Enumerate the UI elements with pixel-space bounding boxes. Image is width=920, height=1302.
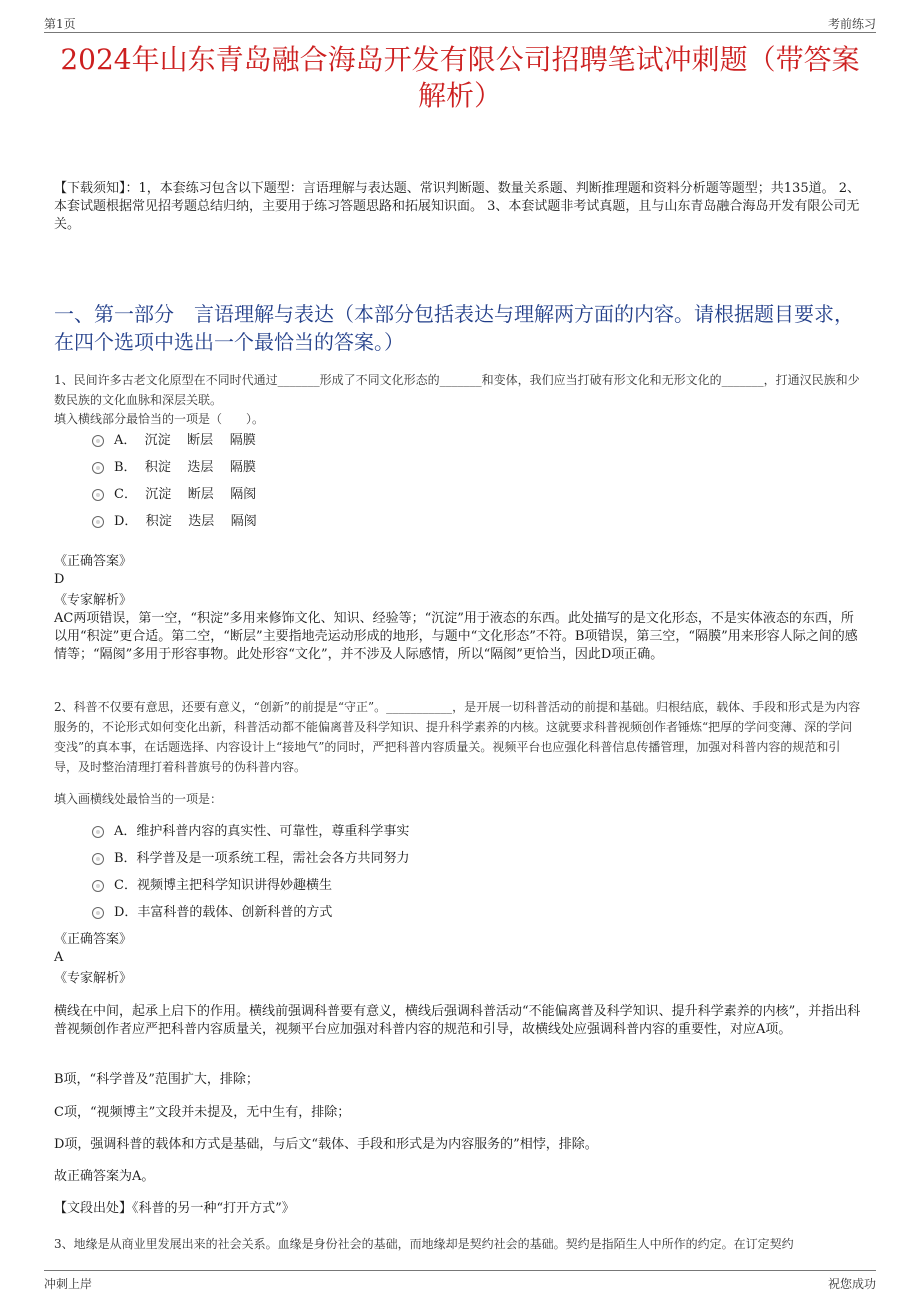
question-2-analysis-paragraph: C项，“视频博主”文段并未提及，无中生有，排除； [54, 1105, 351, 1120]
header-label: 考前练习 [827, 17, 876, 31]
section-heading: 一、第一部分 言语理解与表达（本部分包括表达与理解两方面的内容。请根据题目要求，在四个选项中选出一个最恰当的答案。） [54, 302, 854, 354]
radio-button-icon[interactable] [92, 880, 104, 892]
question-3-stem: 3、地缘是从商业里发展出来的社会关系。血缘是身份社会的基础，而地缘却是契约社会的基础。契约是指陌生人中所作的约定。在订定契约 [54, 1237, 794, 1251]
question-1-answer: D [54, 572, 65, 587]
question-2-analysis-paragraph: 横线在中间，起承上启下的作用。横线前强调科普要有意义，横线后强调科普活动“不能偏离普及科学知识、提升科学素养的内核”，并指出科普视频创作者应严把科普内容质量关，视频平台应加强对科普内容的规范和引导，故横线处应强调科普内容的重要性，对应A项。 [54, 1004, 861, 1037]
question-2-source: 【文段出处】《科普的另一种“打开方式”》 [54, 1201, 295, 1216]
question-2-answer-label: 《正确答案》 [54, 932, 133, 947]
radio-button-icon[interactable] [92, 826, 104, 838]
document-title: 2024年山东青岛融合海岛开发有限公司招聘笔试冲刺题（带答案解析） [60, 43, 860, 112]
question-2-answer: A [54, 950, 64, 965]
radio-button-icon[interactable] [92, 907, 104, 919]
download-notice: 【下载须知】：1，本套练习包含以下题型：言语理解与表达题、常识判断题、数量关系题、判断推理题和资料分析题等题型；共135道。 2、本套试题根据常见招考题总结归纳，主要用于练习答题思路和拓展知识面。 3、本套试题非考试真题，且与山东青岛融合海岛开发有限公司无关。 [54, 181, 860, 232]
question-2-analysis-label: 《专家解析》 [54, 971, 133, 986]
footer-left: 冲刺上岸 [44, 1277, 93, 1291]
page-footer [44, 1270, 876, 1293]
question-1-stem: 1、民间许多古老文化原型在不同时代通过_______形成了不同文化形态的_______和变体，我们应当打破有形文化和无形文化的_______，打通汉民族和少数民族的文化血脉和深层关联。 [54, 373, 860, 407]
radio-button-icon[interactable] [92, 489, 104, 501]
radio-button-icon[interactable] [92, 853, 104, 865]
radio-button-icon[interactable] [92, 516, 104, 528]
radio-button-icon[interactable] [92, 462, 104, 474]
question-2-prompt: 填入画横线处最恰当的一项是： [54, 792, 223, 806]
question-2-stem: 2、科普不仅要有意思，还要有意义，“创新”的前提是“守正”。___________，是开展一切科普活动的前提和基础。归根结底，载体、手段和形式是为内容服务的，不论形式如何变化出新，科普活动都不能偏离普及科学知识、提升科学素养的内核。这就要求科普视频创作者锤炼“把厚的学问变薄、深的学问变浅”的真本事，在话题选择、内容设计上“接地气”的同时，严把科普内容质量关。视频平台也应强化科普信息传播管理，加强对科普内容的规范和引导，及时整治清理打着科普旗号的伪科普内容。 [54, 700, 861, 774]
page-header [44, 12, 876, 33]
footer-right: 祝您成功 [827, 1277, 876, 1291]
question-2-analysis-paragraph: B项，“科学普及”范围扩大，排除； [54, 1072, 259, 1087]
page-number: 第1页 [44, 17, 76, 31]
question-1-analysis: AC两项错误，第一空，“积淀”多用来修饰文化、知识、经验等；“沉淀”用于液态的东西。此处描写的是文化形态，不是实体液态的东西，所以用“积淀”更合适。第二空，“断层”主要指地壳运动形成的地形，与题中“文化形态”不符。B项错误，第三空，“隔膜”用来形容人际之间的感情等；“隔阂”多用于形容事物。此处形容“文化”，并不涉及人际感情，所以“隔阂”更恰当，因此D项正确。 [54, 611, 858, 662]
question-1-analysis-label: 《专家解析》 [54, 593, 133, 608]
question-2-analysis-paragraph: 故正确答案为A。 [54, 1169, 155, 1184]
question-2-analysis-paragraph: D项，强调科普的载体和方式是基础，与后文“载体、手段和形式是为内容服务的”相悖，排除。 [54, 1137, 598, 1152]
question-1-prompt: 填入横线部分最恰当的一项是（ ）。 [54, 412, 265, 426]
radio-button-icon[interactable] [92, 435, 104, 447]
question-1-answer-label: 《正确答案》 [54, 554, 133, 569]
